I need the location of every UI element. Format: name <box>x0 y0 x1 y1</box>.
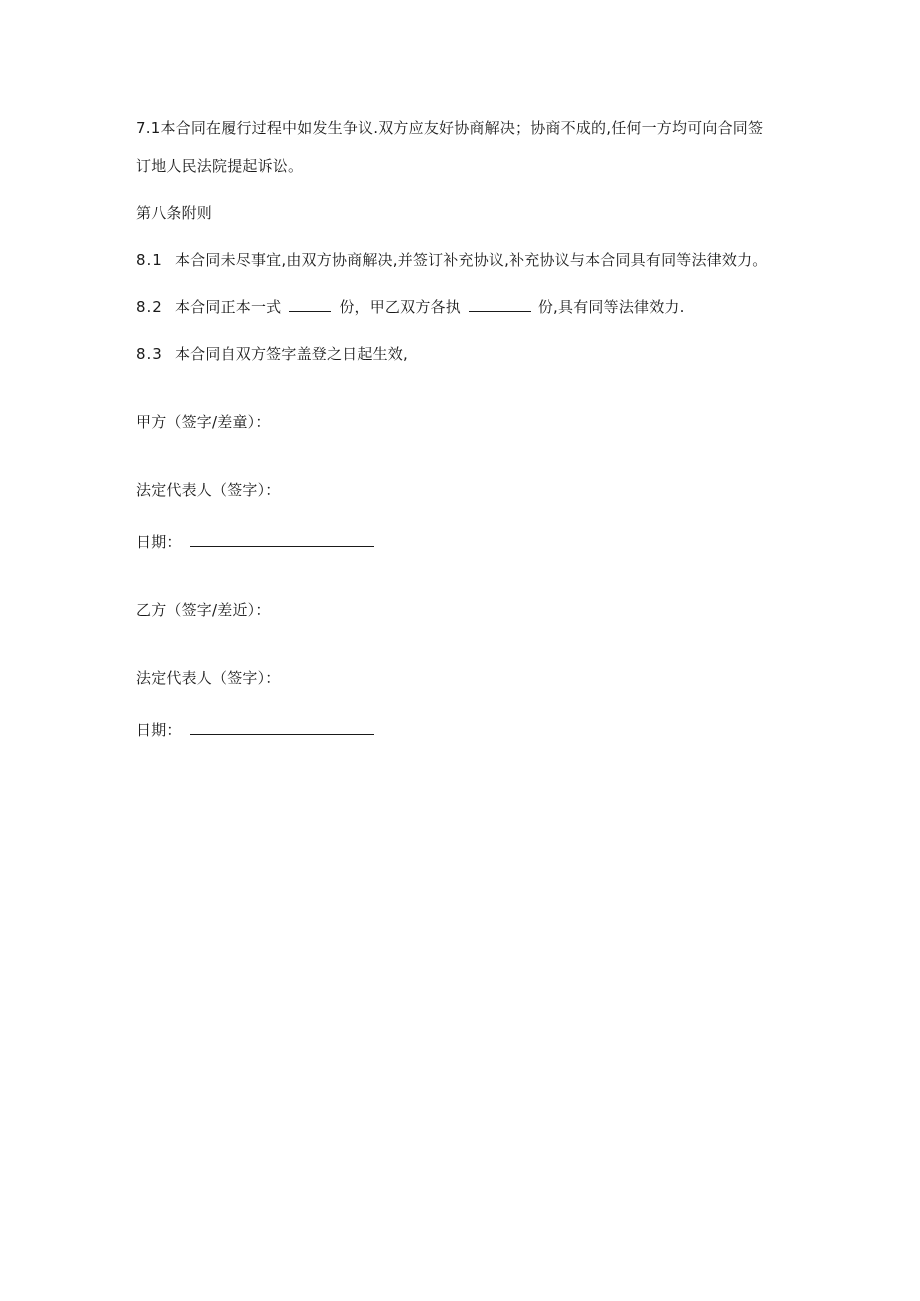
party-a-date-blank[interactable] <box>190 532 374 547</box>
party-b-representative <box>136 668 281 688</box>
clause-8-1-number: 8.1 <box>136 251 163 269</box>
party-b-date-label: 日期： <box>136 721 182 739</box>
party-b-date <box>136 720 374 740</box>
clause-8-3-number: 8.3 <box>136 345 163 363</box>
clause-8-2-number: 8.2 <box>136 298 163 316</box>
party-b-signature-label: 乙方（签字/差近）： <box>136 601 271 619</box>
clause-7-1-text-2: 订地人民法院提起诉讼。 <box>136 157 304 175</box>
party-a-date-label: 日期： <box>136 533 182 551</box>
party-b-representative-label: 法定代表人（签字）： <box>136 669 281 687</box>
copies-each-blank[interactable] <box>469 297 531 312</box>
clause-7-1-line-2 <box>136 156 303 176</box>
party-b-signature <box>136 600 271 620</box>
clause-8-2-text-c: 份,具有同等法律效力. <box>537 298 685 316</box>
party-a-signature-label: 甲方（签字/差童）： <box>136 413 271 431</box>
clause-8-3 <box>136 344 408 364</box>
article-8-heading <box>136 203 212 223</box>
clause-8-2 <box>136 297 685 317</box>
clause-8-1-text: 本合同未尽事宜,由双方协商解决,并签订补充协议,补充协议与本合同具有同等法律效力。 <box>174 251 768 269</box>
clause-8-1 <box>136 250 767 270</box>
party-b-date-blank[interactable] <box>190 720 374 735</box>
party-a-representative-label: 法定代表人（签字）： <box>136 481 281 499</box>
clause-8-3-text: 本合同自双方签字盖登之日起生效, <box>174 345 408 363</box>
clause-8-2-text-a: 本合同正本一式 <box>174 298 282 316</box>
copies-total-blank[interactable] <box>289 297 331 312</box>
party-a-signature <box>136 412 271 432</box>
clause-7-1-line-1 <box>136 118 763 138</box>
clause-7-1-text-1: 7.1本合同在履行过程中如发生争议.双方应友好协商解决；协商不成的,任何一方均可向合同签 <box>136 119 764 137</box>
party-a-date <box>136 532 374 552</box>
article-8-heading-text: 第八条附则 <box>136 204 213 222</box>
clause-8-2-text-b: 份，甲乙双方各执 <box>339 298 461 316</box>
party-a-representative <box>136 480 281 500</box>
